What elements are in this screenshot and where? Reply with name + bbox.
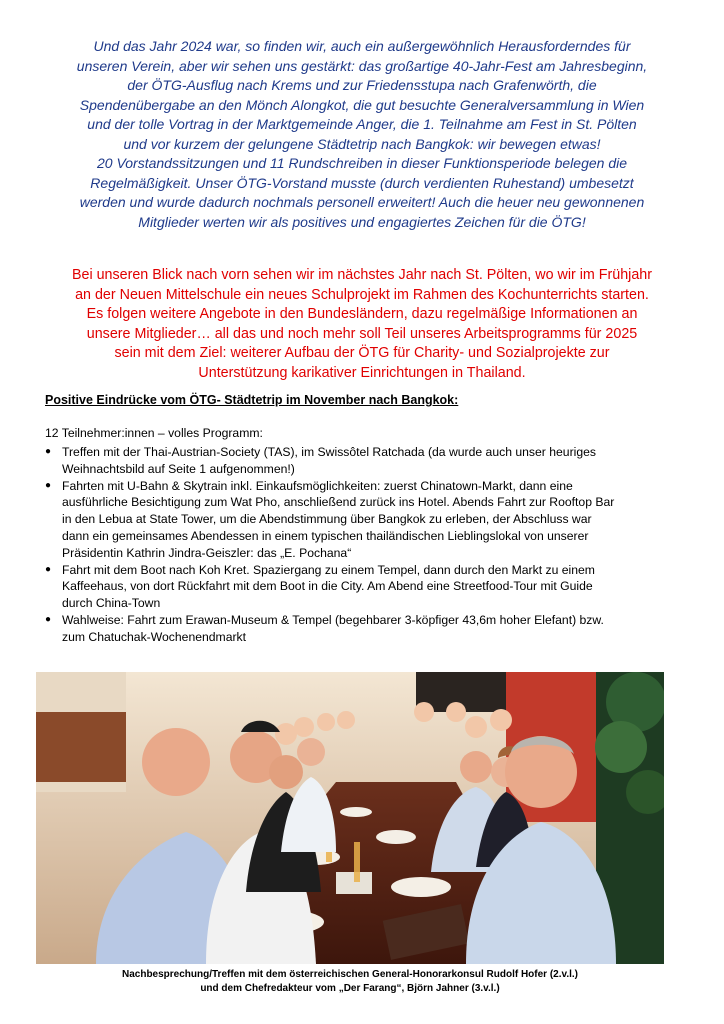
intro-blue-line: 20 Vorstandssitzungen und 11 Rundschreiben in dieser Funktionsperiode belegen die [96,155,628,171]
intro-blue-line: Regelmäßigkeit. Unser ÖTG-Vorstand musste (durch verdienten Ruhestand) umbesetzt [90,174,634,191]
intro-blue-line: der ÖTG-Ausflug nach Krems und zur Friedensstupa nach Grafenwörth, die [127,77,597,93]
intro-blue-line: und der tolle Vortrag in der Marktgemeinde Anger, die 1. Teilnahme am Fest in St. Pölten [87,116,637,132]
list-item [45,612,685,646]
section-heading: Positive Eindrücke vom ÖTG- Städtetrip im November nach Bangkok: [45,393,459,407]
intro-blue-line: Spendenübergabe an den Mönch Alongkot, die gut besuchte Generalversammlung in Wien [79,96,645,113]
photo-caption [36,968,664,996]
list-item-line: Fahrt mit dem Boot nach Koh Kret. Spaziergang zu einem Tempel, dann durch den Markt zu einem [62,562,595,577]
list-item-line: Fahrten mit U-Bahn & Skytrain inkl. Einkaufsmöglichkeiten: zuerst Chinatown-Markt, dann eine [62,478,573,493]
intro-blue-line: Und das Jahr 2024 war, so finden wir, auch ein außergewöhnlich Herausforderndes für [93,38,631,54]
bullet-icon: ● [45,563,52,575]
list-item-line: Treffen mit der Thai-Austrian-Society (TAS), im Swissôtel Ratchada (da wurde auch unser heuriges [62,445,596,459]
bullet-icon: ● [45,446,52,457]
intro-blue-line: werden und wurde dadurch nochmals personell erweitert! Auch die heuer neu gewonnenen [79,194,645,210]
intro-red-line: Bei unseren Blick nach vorn sehen wir im nächstes Jahr nach St. Pölten, wo wir im Frühjahr [71,267,653,283]
list-item-line: Kaffeehaus, von dort Rückfahrt mit dem Boot in die City. Am Abend eine Streetfood-Tour mit Guide [62,579,593,594]
intro-red-line: Unterstützung karikativer Einrichtungen in Thailand. [198,364,526,381]
caption-line: und dem Chefredakteur vom „Der Farang“, Björn Jahner (3.v.l.) [200,983,500,994]
list-item-line: in den Lebua at State Tower, um die Abendstimmung über Bangkok zu erleben, der Abschluss war [62,512,592,527]
list-item [45,478,685,562]
list-item-line: ausführliche Besichtigung zum Wat Pho, anschließend zurück ins Hotel. Abends Fahrt zur Rooftop Bar [62,495,615,510]
group-photo-illustration [36,672,664,964]
bullet-icon: ● [45,479,52,491]
trip-list [45,444,685,646]
intro-red-line: unsere Mitglieder… all das und noch mehr soll Teil unseres Arbeitsprogramms für 2025 [86,325,638,342]
list-item-line: dann ein gemeinsames Abendessen in einem typischen thailändischen Lieblingslokal von unserer [62,528,589,543]
caption-line: Nachbesprechung/Treffen mit dem österreichischen General-Honorarkonsul Rudolf Hofer (2.v.l.) [121,969,578,980]
group-photo [36,672,664,964]
outlook-paragraph-red [30,266,694,383]
list-item-line: Wahlweise: Fahrt zum Erawan-Museum & Tempel (begehbarer 3-köpfiger 43,6m hoher Elefant) bzw. [62,612,604,627]
intro-blue-line: unseren Verein, aber wir sehen uns gestärkt: das großartige 40-Jahr-Fest am Jahresbeginn, [76,57,648,74]
bullet-icon: ● [45,613,52,625]
intro-paragraph-blue [30,37,694,232]
intro-blue-line: Mitglieder werten wir als positives und engagiertes Zeichen für die ÖTG! [138,213,586,230]
list-item-line: Präsidentin Kathrin Jindra-Geiszler: das „E. Pochana“ [62,545,352,560]
intro-red-line: sein mit dem Ziel: weiterer Aufbau der ÖTG für Charity- und Sozialprojekte zur [114,345,610,361]
participants-line: 12 Teilnehmer:innen – volles Programm: [45,426,263,440]
list-item [45,562,685,612]
intro-blue-line: und vor kurzem der gelungene Städtetrip nach Bangkok: wir bewegen etwas! [123,135,601,152]
list-item [45,444,685,478]
list-item-line: durch China-Town [62,596,161,611]
intro-red-line: an der Neuen Mittelschule ein neues Schulprojekt im Rahmen des Kochunterrichts starten. [75,286,649,303]
intro-red-line: Es folgen weitere Angebote in den Bundesländern, dazu regelmäßige Informationen an [86,306,638,322]
list-item-line: zum Chatuchak-Wochenendmarkt [62,629,247,644]
list-item-line: Weihnachtsbild auf Seite 1 aufgenommen!) [62,461,295,476]
